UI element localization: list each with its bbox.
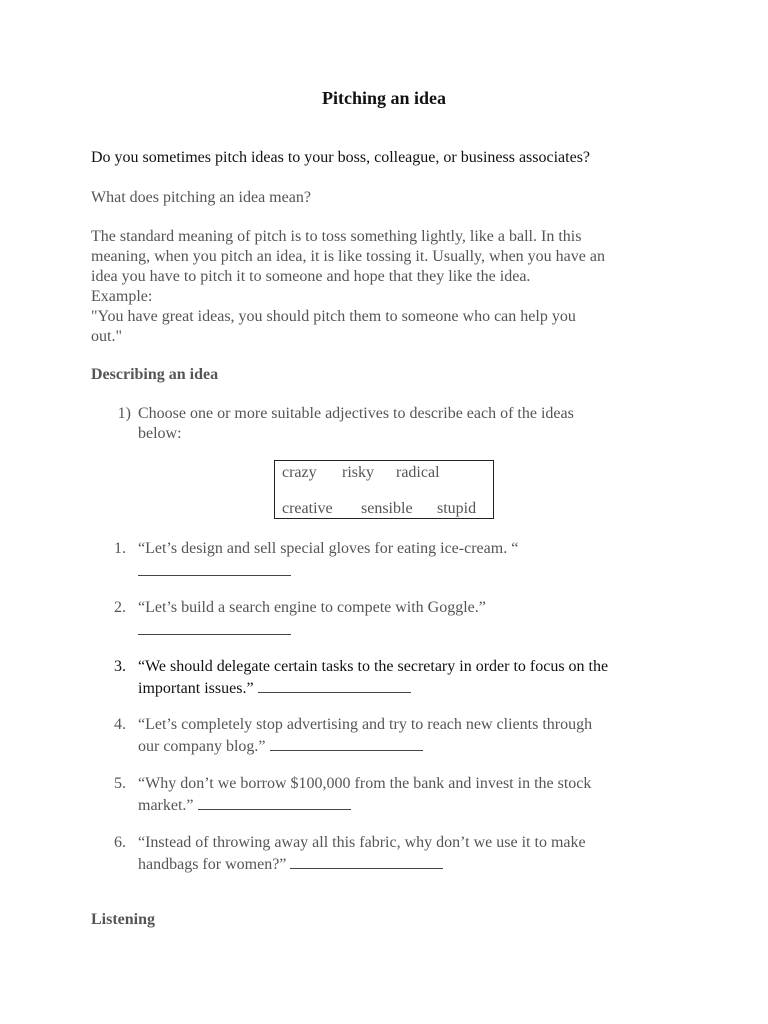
adjective-word: stupid: [437, 500, 477, 517]
idea-number: 6.: [114, 834, 126, 851]
answer-blank[interactable]: [138, 560, 291, 576]
idea-number: 1.: [114, 540, 126, 557]
answer-blank-line[interactable]: [138, 619, 291, 641]
idea-text: our company blog.”: [138, 738, 266, 755]
instruction-number: 1): [117, 405, 131, 422]
example-line: out.": [91, 328, 122, 345]
adjective-word: radical: [396, 464, 440, 481]
intro-question: Do you sometimes pitch ideas to your boss, colleague, or business associates?: [91, 149, 591, 166]
idea-number: 5.: [114, 775, 126, 792]
definition-line: meaning, when you pitch an idea, it is like tossing it. Usually, when you have an: [91, 248, 605, 265]
instruction-text: Choose one or more suitable adjectives to describe each of the ideas: [138, 405, 574, 422]
what-question: What does pitching an idea mean?: [91, 189, 311, 206]
answer-blank[interactable]: [198, 794, 351, 810]
definition-line: idea you have to pitch it to someone and hope that they like the idea.: [91, 268, 531, 285]
section-heading-listening: Listening: [91, 911, 156, 928]
idea-text: “Let’s completely stop advertising and try to reach new clients through: [138, 716, 593, 733]
idea-number: 4.: [114, 716, 126, 733]
page-title: Pitching an idea: [321, 88, 446, 108]
answer-blank[interactable]: [290, 853, 443, 869]
adjective-box: [274, 460, 494, 519]
idea-text-line2: [138, 794, 351, 816]
idea-text: “We should delegate certain tasks to the secretary in order to focus on the: [138, 658, 609, 675]
idea-text-line2: [138, 853, 443, 875]
idea-text: “Why don’t we borrow $100,000 from the bank and invest in the stock: [138, 775, 592, 792]
adjective-word: sensible: [361, 500, 413, 517]
idea-text: “Let’s build a search engine to compete with Goggle.”: [138, 599, 486, 616]
idea-text: market.”: [138, 797, 194, 814]
answer-blank[interactable]: [270, 735, 423, 751]
adjective-word: crazy: [282, 464, 317, 481]
idea-number: 3.: [114, 658, 126, 675]
idea-text: handbags for women?”: [138, 856, 287, 873]
adjective-word: risky: [342, 464, 374, 481]
example-label: Example:: [91, 288, 153, 305]
definition-paragraph: [91, 227, 691, 347]
answer-blank[interactable]: [138, 619, 291, 635]
idea-text: important issues.”: [138, 680, 254, 697]
adjective-word: creative: [282, 500, 333, 517]
answer-blank[interactable]: [258, 677, 411, 693]
idea-text-line2: [138, 677, 411, 699]
idea-text: “Let’s design and sell special gloves for eating ice-cream. “: [138, 540, 519, 557]
definition-line: The standard meaning of pitch is to toss something lightly, like a ball. In this: [91, 228, 582, 245]
idea-text-line2: [138, 735, 423, 757]
answer-blank-line[interactable]: [138, 560, 291, 582]
idea-text: “Instead of throwing away all this fabric, why don’t we use it to make: [138, 834, 586, 851]
idea-number: 2.: [114, 599, 126, 616]
section-heading-describing: Describing an idea: [91, 366, 219, 383]
instruction-text: below:: [138, 425, 182, 442]
example-line: "You have great ideas, you should pitch them to someone who can help you: [91, 308, 576, 325]
